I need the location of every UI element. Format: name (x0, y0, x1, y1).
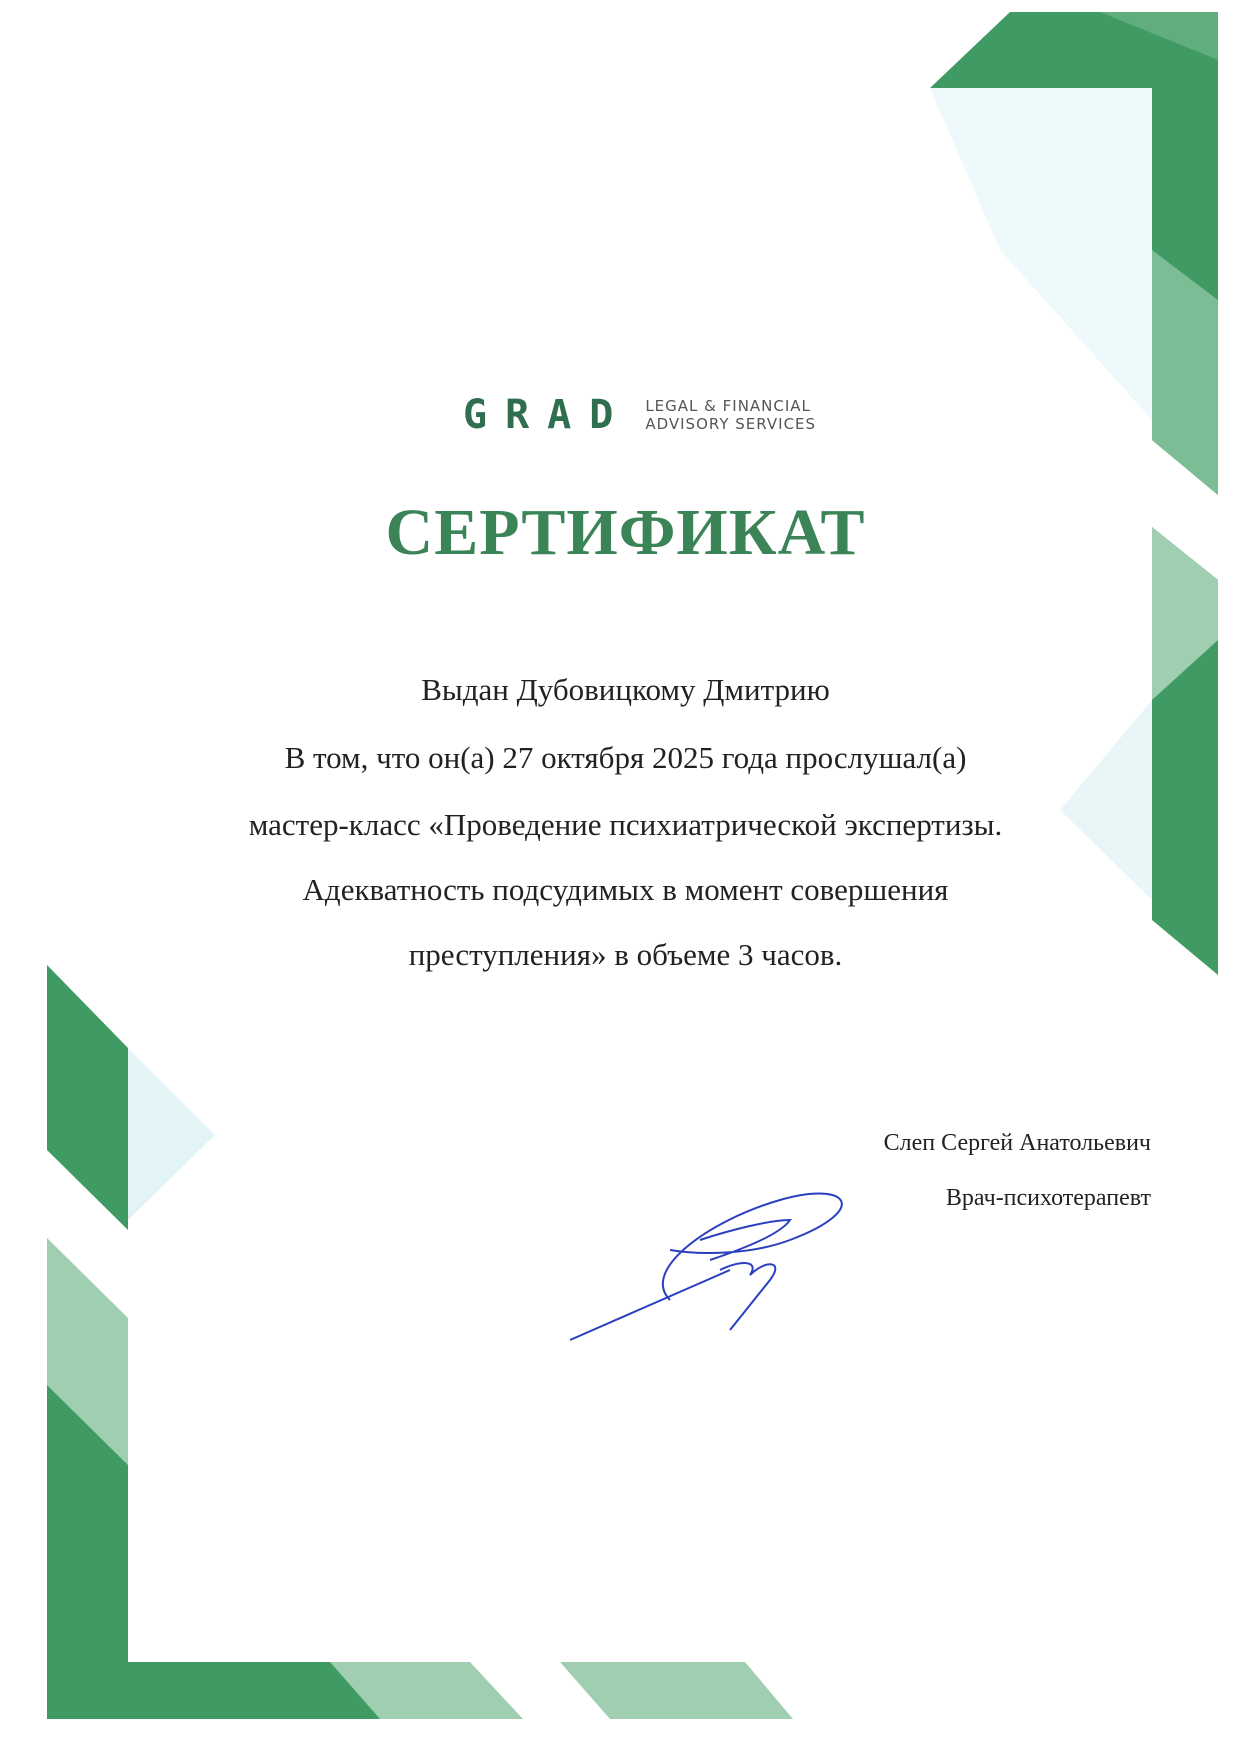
logo-mark: GRAD (463, 392, 632, 438)
body-line-3: мастер-класс «Проведение психиатрической экспертизы. (248, 807, 1003, 842)
frame-bottom-band-right (560, 1662, 793, 1719)
frame-left-upper-band (47, 965, 128, 1230)
frame-light-wedge-top (930, 88, 1152, 420)
logo-subtitle-line1: LEGAL & FINANCIAL (645, 397, 811, 415)
handwritten-signature (550, 1160, 870, 1380)
body-line-2: В том, что он(а) 27 октября 2025 года прослушал(а) (284, 740, 967, 775)
recipient-line: Выдан Дубовицкому Дмитрию (421, 672, 830, 707)
signatory-position: Врач-психотерапевт (945, 1185, 1151, 1211)
certificate-title: СЕРТИФИКАТ (385, 496, 866, 569)
logo-subtitle (645, 397, 816, 433)
body-line-4: Адекватность подсудимых в момент совершения (302, 872, 949, 907)
company-logo (463, 392, 816, 438)
frame-left-lower-band (47, 1385, 380, 1719)
logo-subtitle-line2: ADVISORY SERVICES (645, 415, 817, 433)
signatory-name: Слеп Сергей Анатольевич (883, 1130, 1151, 1156)
frame-light-wedge-right (1060, 700, 1152, 900)
body-line-5: преступления» в объеме 3 часов. (408, 937, 843, 972)
frame-light-wedge-left (128, 1048, 215, 1220)
